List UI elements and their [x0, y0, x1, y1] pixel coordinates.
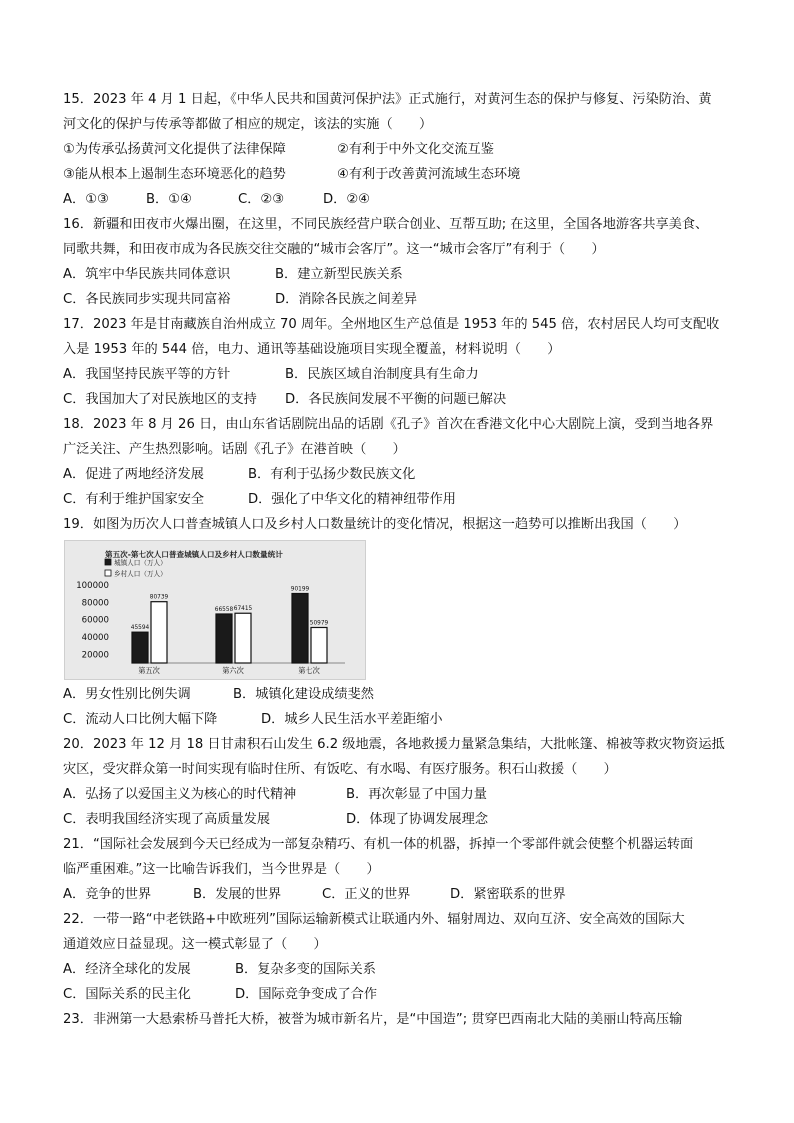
q22-option-c[interactable]: C．国际关系的民主化 [63, 987, 191, 1002]
q22-option-b[interactable]: B．复杂多变的国际关系 [235, 962, 376, 977]
q17-option-c[interactable]: C．我国加大了对民族地区的支持 [63, 392, 257, 407]
q16-stem-line-1: 16．新疆和田夜市火爆出圈，在这里，不同民族经营户联合创业、互帮互助; 在这里，全国各地游客共享美食、 [63, 217, 709, 232]
q23-stem-line-1: 23．非洲第一大悬索桥马普托大桥，被誉为城市新名片，是“中国造”; 贯穿巴西南北大陆的美丽山特高压输 [63, 1012, 683, 1027]
q15-option-b[interactable]: B．①④ [146, 192, 192, 207]
q20-stem-line-2: 灾区，受灾群众第一时间实现有临时住所、有饭吃、有水喝、有医疗服务。积石山救援（ ） [63, 762, 617, 777]
q21-stem-line-2: 临严重困难。”这一比喻告诉我们，当今世界是（ ） [63, 862, 380, 877]
q21-option-c[interactable]: C．正义的世界 [322, 887, 411, 902]
q16-option-b[interactable]: B．建立新型民族关系 [275, 267, 403, 282]
bar-第六次-series-2 [235, 613, 251, 663]
bar-第五次-series-2 [151, 602, 167, 663]
q20-option-b[interactable]: B．再次彰显了中国力量 [346, 787, 487, 802]
q17-option-b[interactable]: B．民族区域自治制度具有生命力 [285, 367, 479, 382]
bar-第五次-series-1 [132, 632, 148, 663]
chart-title: 第五次-第七次人口普查城镇人口及乡村人口数量统计 [105, 550, 283, 559]
q17-stem-line-2: 入是 1953 年的 544 倍，电力、通讯等基础设施项目实现全覆盖，材料说明（ ） [63, 342, 561, 357]
q19-option-b[interactable]: B．城镇化建设成绩斐然 [233, 687, 374, 702]
bar-value-label: 45594 [130, 625, 150, 632]
q16-option-a[interactable]: A．筑牢中华民族共同体意识 [63, 267, 231, 282]
x-tick-label-3: 第七次 [298, 666, 320, 675]
bar-第六次-series-1 [216, 614, 232, 663]
q21-option-d[interactable]: D．紧密联系的世界 [450, 887, 566, 902]
q22-stem-line-2: 通道效应日益显现。这一模式彰显了（ ） [63, 937, 327, 952]
q15-statement-2: ②有利于中外文化交流互鉴 [337, 142, 494, 157]
q18-option-b[interactable]: B．有利于弘扬少数民族文化 [248, 467, 416, 482]
q19-option-d[interactable]: D．城乡人民生活水平差距缩小 [261, 712, 443, 727]
q18-stem-line-2: 广泛关注、产生热烈影响。话剧《孔子》在港首映（ ） [63, 442, 406, 457]
q21-option-b[interactable]: B．发展的世界 [193, 887, 282, 902]
x-tick-label-1: 第五次 [138, 666, 160, 675]
population-chart [64, 540, 366, 680]
q19-option-c[interactable]: C．流动人口比例大幅下降 [63, 712, 218, 727]
q19-stem-line-1: 19．如图为历次人口普查城镇人口及乡村人口数量统计的变化情况，根据这一趋势可以推断出我国（ ） [63, 517, 687, 532]
q18-option-a[interactable]: A．促进了两地经济发展 [63, 467, 204, 482]
y-tick-label-3: 60000 [81, 615, 109, 626]
q20-option-c[interactable]: C．表明我国经济实现了高质量发展 [63, 812, 271, 827]
q16-stem-line-2: 同歌共舞，和田夜市成为各民族交往交融的“城市会客厅”。这一“城市会客厅”有利于（ ） [63, 242, 605, 257]
q15-option-c[interactable]: C．②③ [238, 192, 285, 207]
legend-swatch-1 [105, 559, 111, 565]
q17-option-d[interactable]: D．各民族间发展不平衡的问题已解决 [285, 392, 507, 407]
bar-第七次-series-2 [311, 627, 327, 663]
q18-option-d[interactable]: D．强化了中华文化的精神纽带作用 [248, 492, 456, 507]
bar-value-label: 66558 [214, 606, 234, 613]
q18-stem-line-1: 18．2023 年 8 月 26 日，由山东省话剧院出品的话剧《孔子》首次在香港文化中心大剧院上演，受到当地各界 [63, 417, 714, 432]
bar-value-label: 90199 [290, 586, 310, 593]
q17-option-a[interactable]: A．我国坚持民族平等的方针 [63, 367, 231, 382]
y-tick-label-5: 20000 [81, 650, 109, 661]
legend-swatch-2 [105, 570, 111, 576]
q21-stem-line-1: 21．“国际社会发展到今天已经成为一部复杂精巧、有机一体的机器，拆掉一个零部件就会使整个机器运转面 [63, 837, 694, 852]
bar-value-label: 50979 [309, 620, 329, 627]
q20-stem-line-1: 20．2023 年 12 月 18 日甘肃积石山发生 6.2 级地震，各地救援力量紧急集结，大批帐篷、棉被等救灾物资运抵 [63, 737, 725, 752]
q22-option-d[interactable]: D．国际竞争变成了合作 [235, 987, 378, 1002]
q15-stem-line-2: 河文化的保护与传承等都做了相应的规定，该法的实施（ ） [63, 117, 433, 132]
q15-option-a[interactable]: A．①③ [63, 192, 109, 207]
bar-value-label: 80739 [149, 594, 169, 601]
q15-option-d[interactable]: D．②④ [323, 192, 370, 207]
q16-option-d[interactable]: D．消除各民族之间差异 [275, 292, 418, 307]
q15-statement-3: ③能从根本上遏制生态环境恶化的趋势 [63, 167, 286, 182]
q20-option-a[interactable]: A．弘扬了以爱国主义为核心的时代精神 [63, 787, 297, 802]
y-tick-label-1: 100000 [76, 581, 109, 591]
q21-option-a[interactable]: A．竞争的世界 [63, 887, 152, 902]
q16-option-c[interactable]: C．各民族同步实现共同富裕 [63, 292, 231, 307]
y-tick-label-4: 40000 [81, 633, 109, 643]
q20-option-d[interactable]: D．体现了协调发展理念 [346, 812, 489, 827]
q15-statement-4: ④有利于改善黄河流域生态环境 [337, 167, 521, 182]
population-chart-svg [65, 541, 365, 679]
x-tick-label-2: 第六次 [222, 666, 244, 675]
q19-option-a[interactable]: A．男女性别比例失调 [63, 687, 191, 702]
q22-stem-line-1: 22．一带一路“中老铁路+中欧班列”国际运输新模式让联通内外、辐射周边、双向互济、安全高效的国际大 [63, 912, 685, 927]
q18-option-c[interactable]: C．有利于维护国家安全 [63, 492, 205, 507]
legend-label-1: 城镇人口（万人） [114, 559, 167, 567]
q15-statement-1: ①为传承弘扬黄河文化提供了法律保障 [63, 142, 286, 157]
q22-option-a[interactable]: A．经济全球化的发展 [63, 962, 191, 977]
bar-第七次-series-1 [292, 593, 308, 663]
legend-label-2: 乡村人口（万人） [114, 570, 167, 578]
bar-value-label: 67415 [233, 606, 253, 613]
y-tick-label-2: 80000 [81, 598, 109, 609]
q17-stem-line-1: 17．2023 年是甘南藏族自治州成立 70 周年。全州地区生产总值是 1953 年的 545 倍，农村居民人均可支配收 [63, 317, 720, 332]
q15-stem-line-1: 15．2023 年 4 月 1 日起，《中华人民共和国黄河保护法》正式施行，对黄河生态的保护与修复、污染防治、黄 [63, 92, 712, 107]
